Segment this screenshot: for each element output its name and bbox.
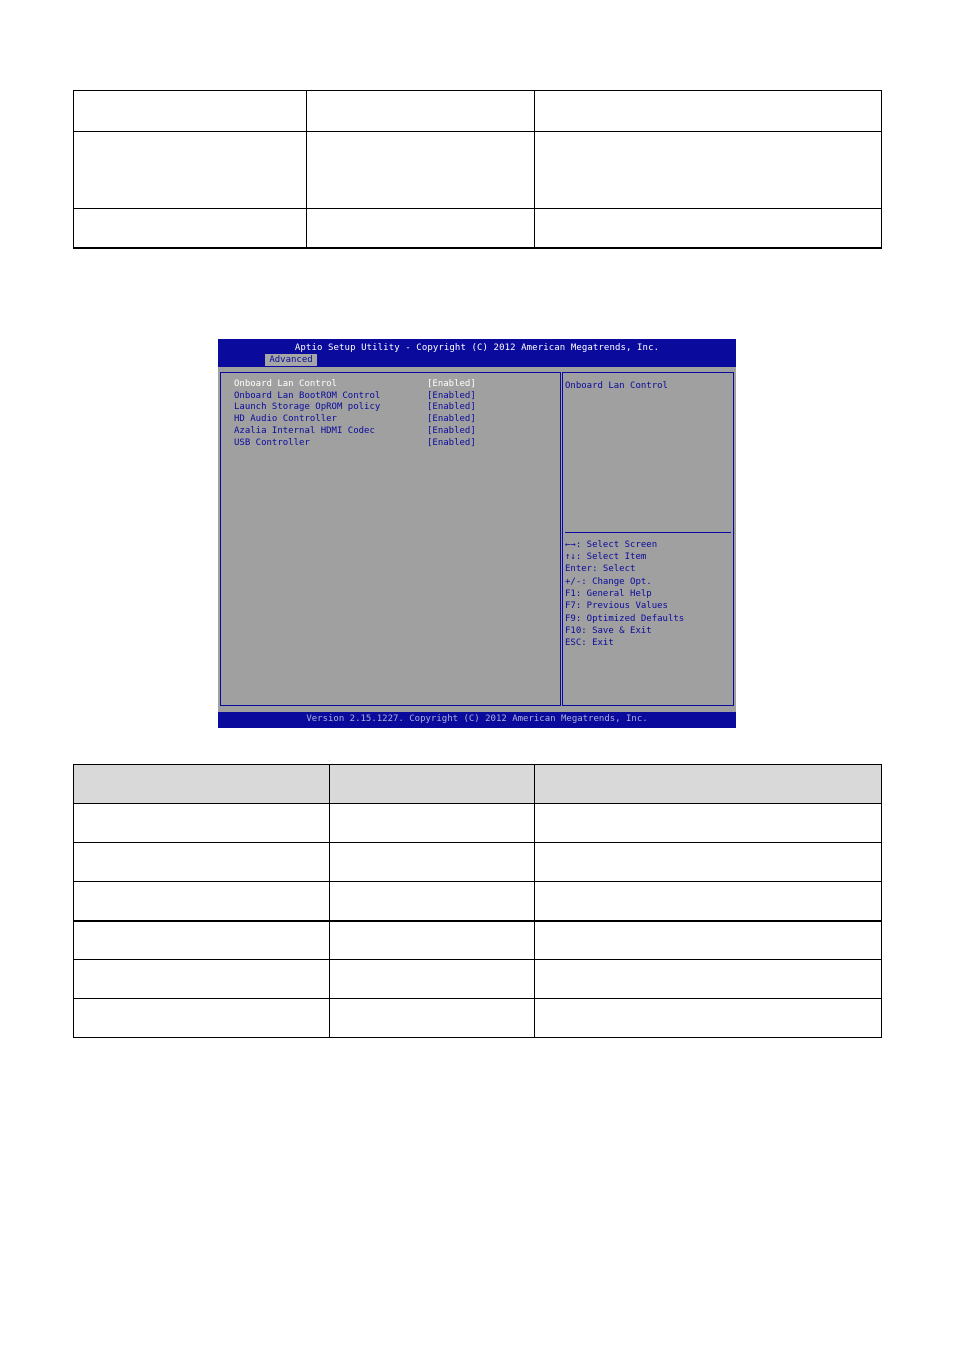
table-cell: [330, 999, 535, 1038]
key-hint: ESC: Exit: [565, 638, 614, 648]
options-panel: [220, 372, 561, 706]
table-cell: [74, 132, 307, 209]
table-cell: [307, 91, 535, 132]
option-label: Onboard Lan BootROM Control: [234, 391, 381, 401]
option-usb-controller[interactable]: [234, 437, 554, 449]
table-header-row: [74, 765, 882, 804]
table-cell: [535, 804, 882, 843]
table-cell: [535, 921, 882, 960]
bios-setup-screen: [218, 339, 736, 728]
option-label: Azalia Internal HDMI Codec: [234, 426, 375, 436]
table-cell: [535, 91, 882, 132]
key-hint: ←→: Select Screen: [565, 540, 658, 550]
table-row: [74, 804, 882, 843]
table-row: [74, 132, 882, 209]
table-cell: [74, 843, 330, 882]
table-cell: [535, 999, 882, 1038]
option-label: Launch Storage OpROM policy: [234, 402, 381, 412]
help-divider: [565, 532, 731, 533]
option-launch-storage-oprom-policy[interactable]: [234, 401, 554, 413]
option-value[interactable]: [Enabled]: [427, 402, 476, 412]
table-row: [74, 882, 882, 921]
table-row: [74, 91, 882, 132]
table-cell: [535, 882, 882, 921]
table-cell: [330, 882, 535, 921]
option-hd-audio-controller[interactable]: [234, 413, 554, 425]
table-cell: [74, 921, 330, 960]
key-hint: ↑↓: Select Item: [565, 552, 647, 562]
table-cell: [74, 960, 330, 999]
option-onboard-lan-control[interactable]: [234, 378, 554, 390]
table-cell: [74, 209, 307, 248]
table-cell: [330, 804, 535, 843]
option-value[interactable]: [Enabled]: [427, 414, 476, 424]
table-cell: [74, 91, 307, 132]
option-value[interactable]: [Enabled]: [427, 379, 476, 389]
bios-footer: Version 2.15.1227. Copyright (C) 2012 American Megatrends, Inc.: [306, 714, 648, 724]
table-row: [74, 999, 882, 1038]
lower-table: [73, 764, 882, 1038]
table-row: [74, 209, 882, 248]
key-hint: F10: Save & Exit: [565, 626, 652, 636]
table-cell: [330, 843, 535, 882]
table-row: [74, 960, 882, 999]
table-row: [74, 843, 882, 882]
help-text: Onboard Lan Control: [565, 381, 668, 391]
option-value[interactable]: [Enabled]: [427, 426, 476, 436]
table-header-cell: [74, 765, 330, 804]
table-cell: [535, 132, 882, 209]
table-cell: [330, 960, 535, 999]
help-panel: [562, 372, 734, 706]
key-hint: F9: Optimized Defaults: [565, 614, 685, 624]
table-cell: [74, 804, 330, 843]
table-cell: [307, 132, 535, 209]
table-cell: [535, 960, 882, 999]
bios-body: [218, 367, 736, 712]
key-hint: F1: General Help: [565, 589, 652, 599]
table-cell: [307, 209, 535, 248]
option-label: Onboard Lan Control: [234, 379, 337, 389]
table-cell: [535, 209, 882, 248]
option-azalia-internal-hdmi-codec[interactable]: [234, 425, 554, 437]
table-header-cell: [535, 765, 882, 804]
bios-title: Aptio Setup Utility - Copyright (C) 2012 American Megatrends, Inc.: [294, 343, 660, 353]
table-cell: [74, 999, 330, 1038]
tab-advanced[interactable]: Advanced: [265, 354, 317, 366]
option-value[interactable]: [Enabled]: [427, 391, 476, 401]
option-value[interactable]: [Enabled]: [427, 438, 476, 448]
key-hint: +/-: Change Opt.: [565, 577, 652, 587]
table-cell: [330, 921, 535, 960]
upper-table: [73, 90, 882, 249]
table-cell: [535, 843, 882, 882]
key-hint: Enter: Select: [565, 564, 636, 574]
key-hint: F7: Previous Values: [565, 601, 668, 611]
table-header-cell: [330, 765, 535, 804]
table-cell: [74, 882, 330, 921]
table-row: [74, 921, 882, 960]
option-label: USB Controller: [234, 438, 310, 448]
option-label: HD Audio Controller: [234, 414, 337, 424]
